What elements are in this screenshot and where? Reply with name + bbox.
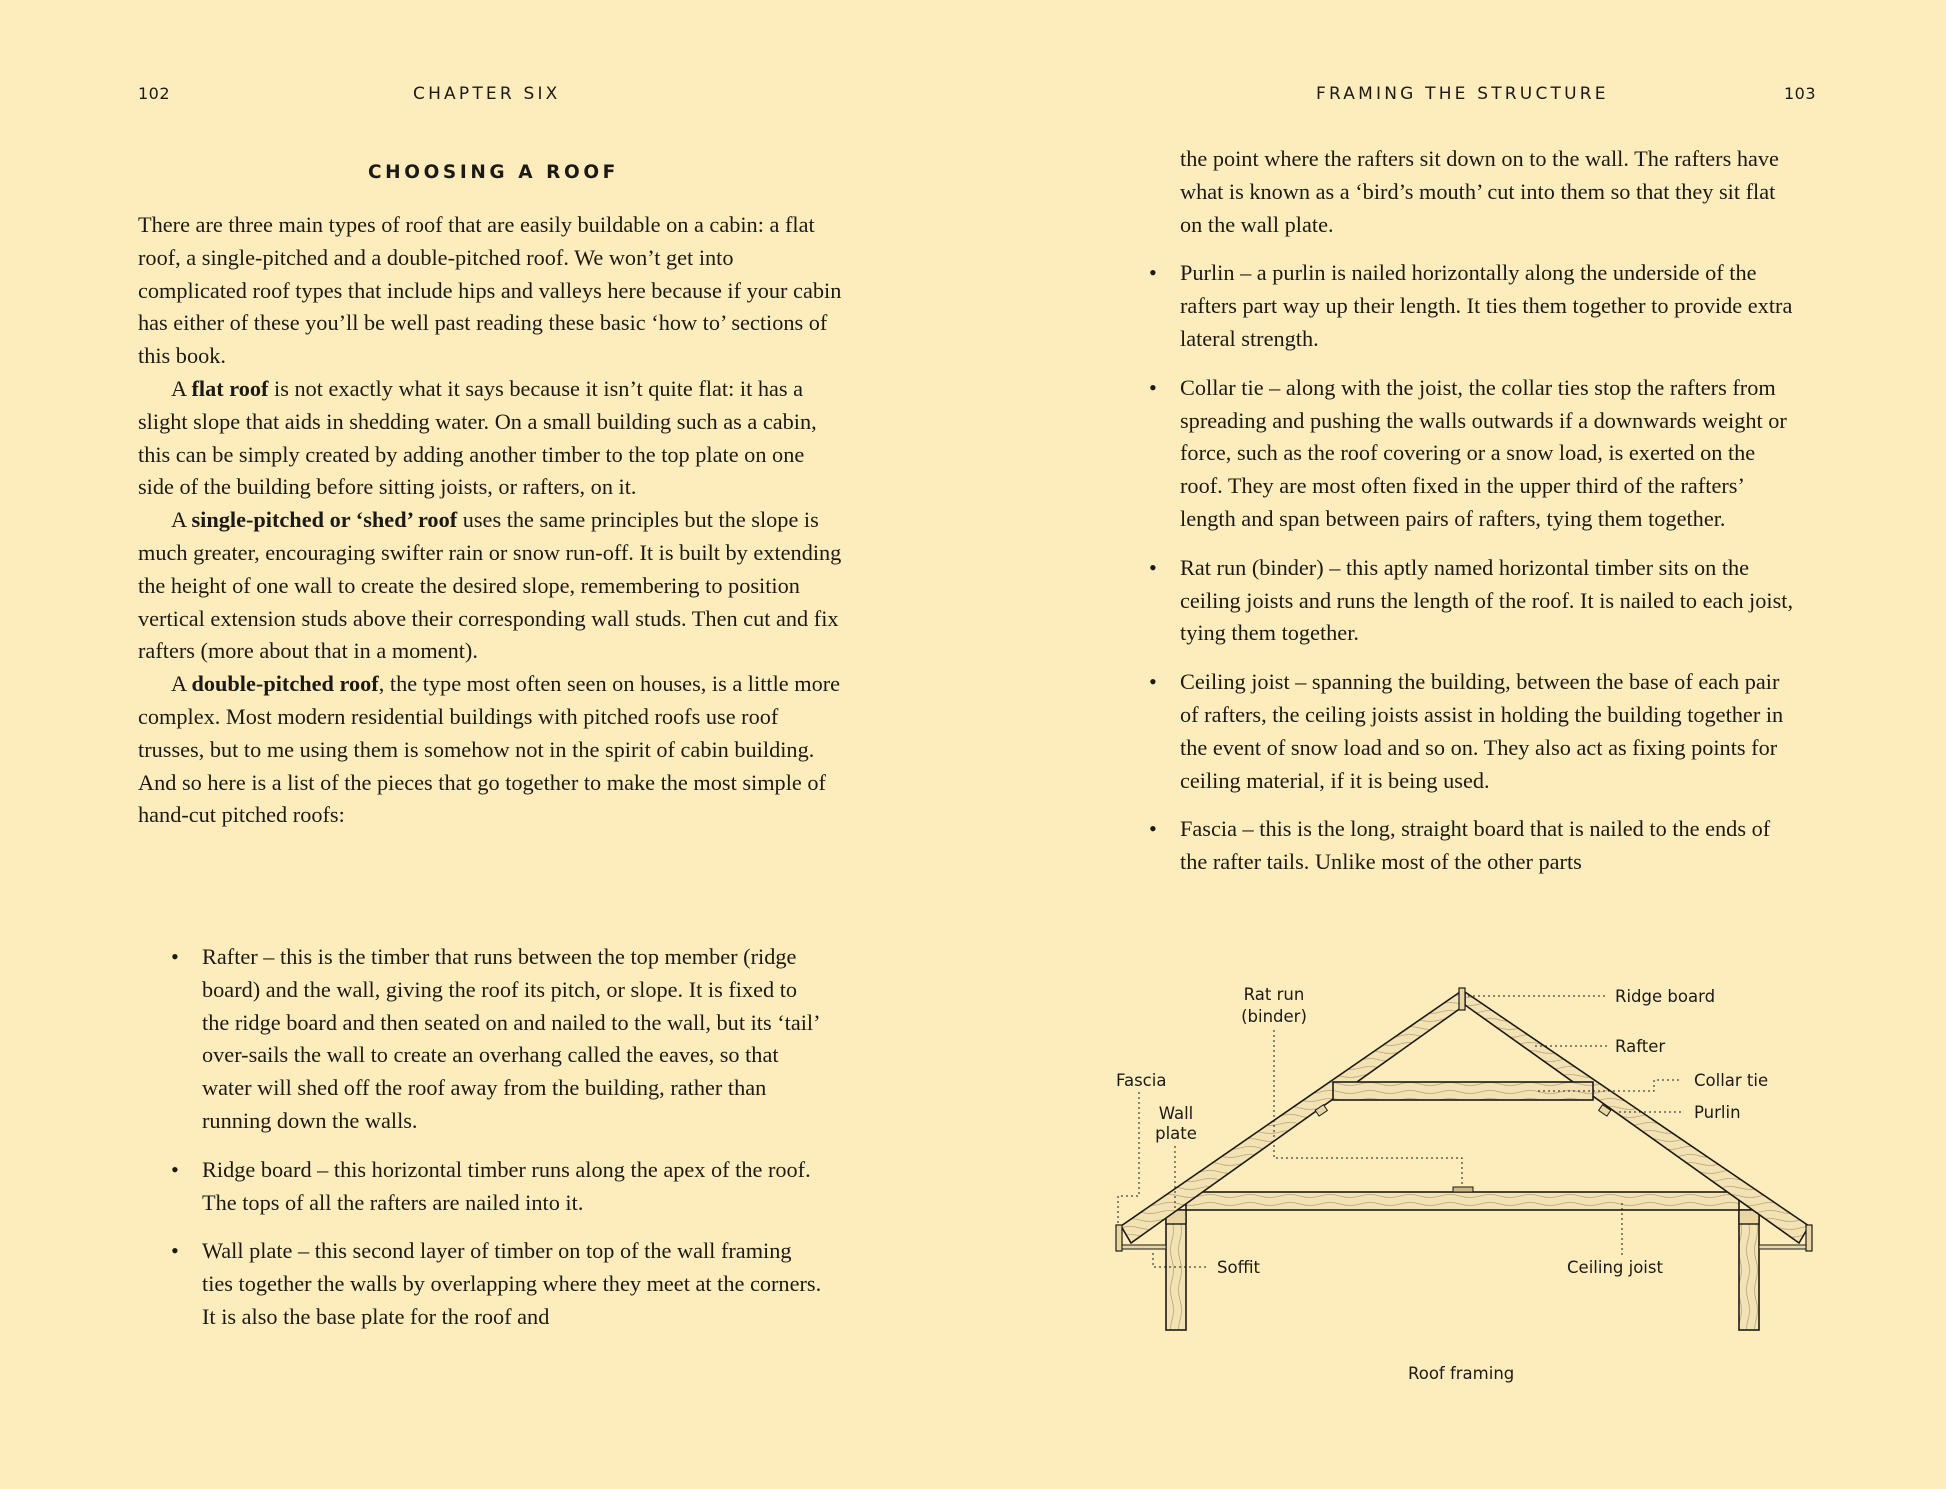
rat-run-block xyxy=(1453,1187,1473,1192)
paragraph-text: is not exactly what it says because it isn’t quite flat: it has a slight slope that aids in shedding water. On a small building such as a cabin, this can be simply created by adding another timber to the top plate on one side of the building before sitting joists, or rafters, on it. xyxy=(138,375,817,500)
label-rafter: Rafter xyxy=(1615,1037,1666,1056)
ridge-board xyxy=(1459,988,1465,1010)
left-wall-stud xyxy=(1166,1210,1186,1330)
running-head-right: FRAMING THE STRUCTURE xyxy=(1316,84,1609,104)
paragraph-lead: A xyxy=(171,507,192,533)
paragraph-lead: A xyxy=(171,375,192,401)
label-rat-run: Rat run xyxy=(1243,985,1305,1004)
figure-caption: Roof framing xyxy=(1408,1364,1515,1383)
list-item-text: Purlin – a purlin is nailed horizontally along the underside of the rafters part way up their length. It ties them together to provide extra lateral strength. xyxy=(1180,260,1793,351)
paragraph-text: There are three main types of roof that are easily buildable on a cabin: a flat roof, a single-pitched and a double-pitched roof. We won’t get into complicated roof types that include hips and valleys here because if your cabin has either of these you’ll be well past reading these basic ‘how to’ sections of this book. xyxy=(138,212,842,369)
term-flat-roof: flat roof xyxy=(191,375,269,401)
list-item-text: Fascia – this is the long, straight board that is nailed to the ends of the rafter tails. Unlike most of the other parts xyxy=(1180,816,1771,875)
paragraph-text: , the type most often seen on houses, is a little more complex. Most modern residential buildings with pitched roofs use roof trusses, but to me using them is somehow not in the spirit of cabin building. And so here is a list of the pieces that go together to make the most simple of hand-cut pitched roofs: xyxy=(138,671,841,828)
running-head-left: CHAPTER SIX xyxy=(413,84,561,104)
paragraph-continuation: the point where the rafters sit down on to the wall. The rafters have what is known as a ‘bird’s mouth’ cut into them so that they sit flat on the wall plate. xyxy=(1180,146,1779,237)
label-rat-run-binder: (binder) xyxy=(1241,1007,1307,1026)
leader-fascia xyxy=(1118,1092,1139,1225)
left-soffit xyxy=(1122,1245,1166,1249)
label-ridge-board: Ridge board xyxy=(1615,987,1716,1006)
list-item-text: Rat run (binder) – this aptly named horizontal timber sits on the ceiling joists and runs the length of the roof. It is nailed to each joist, tying them together. xyxy=(1180,554,1794,646)
right-soffit xyxy=(1759,1245,1806,1249)
term-shed-roof: single-pitched or ‘shed’ roof xyxy=(191,507,458,533)
label-purlin: Purlin xyxy=(1694,1103,1741,1122)
list-item-text: Wall plate – this second layer of timber on top of the wall framing ties together the walls by overlapping where they meet at the corners. It is also the base plate for the roof and xyxy=(202,1238,822,1329)
right-wall-stud xyxy=(1739,1210,1759,1330)
list-item-text: Collar tie – along with the joist, the collar ties stop the rafters from spreading and pushing the walls outwards if a downwards weight or force, such as the roof covering or a snow load, is exerted on the roof. They are most often fixed in the upper third of the rafters’ length and span between pairs of rafters, tying them together. xyxy=(1180,374,1787,531)
page-number-right: 103 xyxy=(1784,84,1817,103)
bullet-icon: • xyxy=(1149,669,1157,695)
left-fascia xyxy=(1116,1225,1122,1251)
list-item-text: Rafter – this is the timber that runs between the top member (ridge board) and the wall, giving the roof its pitch, or slope. It is fixed to the ridge board and then seated on and nailed to the wall, but its ‘tail’ over-sails the wall to create an overhang called the eaves, so that water will shed off the roof away from the building, rather than running down the walls. xyxy=(202,944,819,1133)
page-number-left: 102 xyxy=(138,84,171,103)
bullet-icon: • xyxy=(1149,816,1157,842)
bullet-icon: • xyxy=(1149,554,1157,580)
label-ceiling-joist: Ceiling joist xyxy=(1567,1258,1663,1277)
bullet-icon: • xyxy=(171,1156,179,1182)
label-wall-plate: plate xyxy=(1155,1124,1197,1143)
right-fascia xyxy=(1806,1225,1812,1251)
bullet-icon: • xyxy=(1149,374,1157,400)
paragraph-text: uses the same principles but the slope is much greater, encouraging swifter rain or snow run-off. It is built by extending the height of one wall to create the desired slope, remembering to position vertical extension studs above their corresponding wall studs. Then cut and fix rafters (more about that in a moment). xyxy=(138,507,842,664)
list-item-text: Ceiling joist – spanning the building, between the base of each pair of rafters, the ceiling joists assist in holding the building together in the event of snow load and so on. They also act as fixing points for ceiling material, if it is being used. xyxy=(1180,669,1784,793)
term-double-pitched-roof: double-pitched roof xyxy=(191,671,379,697)
label-collar-tie: Collar tie xyxy=(1694,1071,1769,1090)
label-soffit: Soffit xyxy=(1217,1258,1260,1277)
section-title: CHOOSING A ROOF xyxy=(368,162,619,183)
bullet-icon: • xyxy=(1149,260,1157,286)
label-wall: Wall xyxy=(1158,1104,1194,1123)
paragraph-lead: A xyxy=(171,671,192,697)
label-fascia: Fascia xyxy=(1116,1071,1167,1090)
list-item-text: Ridge board – this horizontal timber runs along the apex of the roof. The tops of all the rafters are nailed into it. xyxy=(202,1156,811,1215)
bullet-icon: • xyxy=(171,1238,179,1264)
bullet-icon: • xyxy=(171,944,179,969)
ceiling-joist-beam xyxy=(1186,1192,1739,1210)
